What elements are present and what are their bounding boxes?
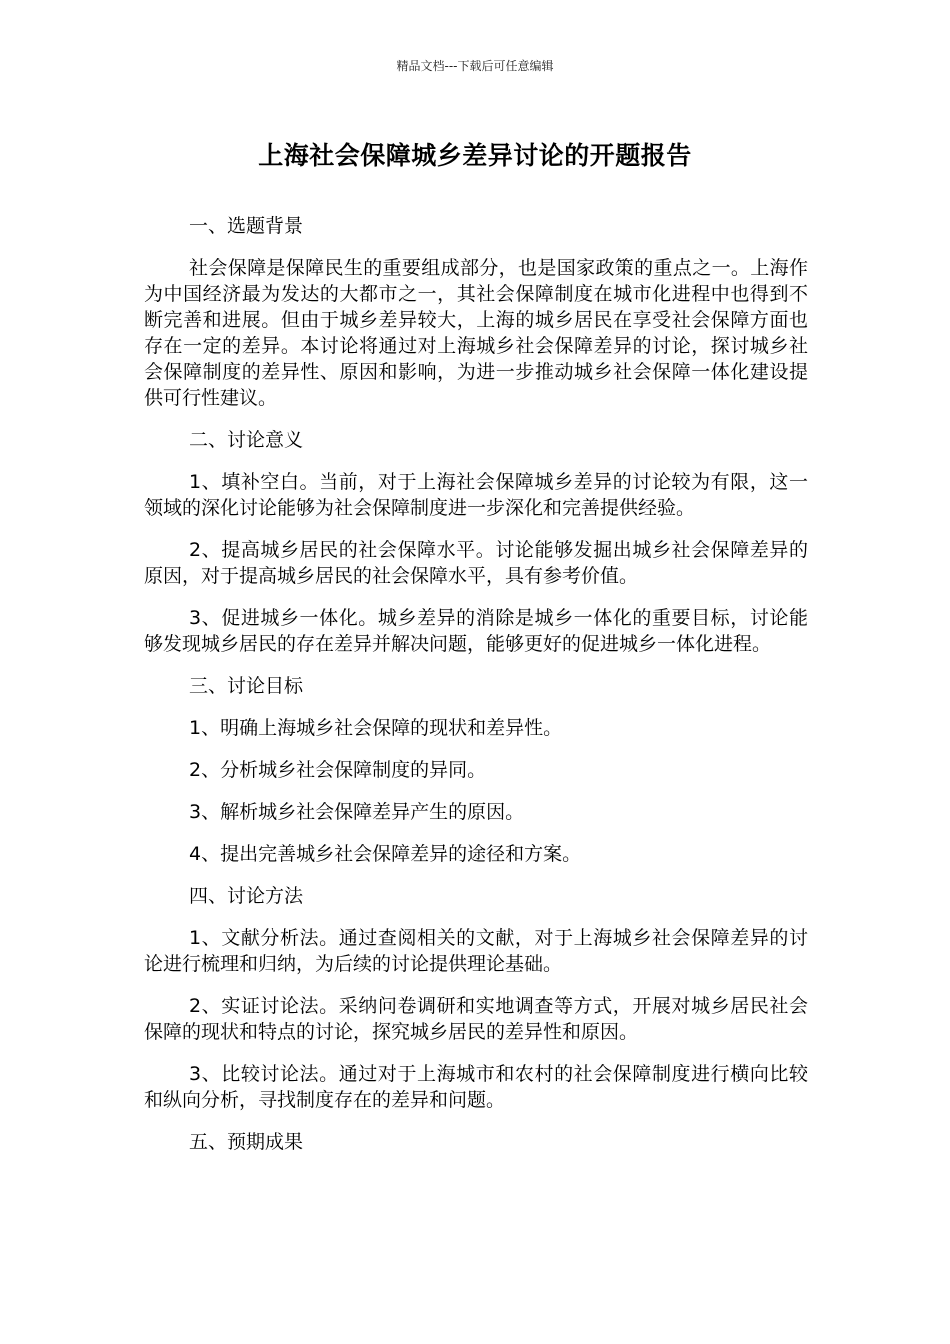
header-note: 精品文档---下载后可任意编辑 — [396, 59, 554, 73]
paragraph-goal-4: 4、提出完善城乡社会保障差异的途径和方案。 — [189, 843, 582, 865]
section-heading-methods: 四、讨论方法 — [189, 885, 304, 907]
paragraph-goal-2: 2、分析城乡社会保障制度的异同。 — [189, 759, 487, 781]
paragraph-background: 社会保障是保障民生的重要组成部分，也是国家政策的重点之一。上海作为中国经济最为发达的大都市之一，其社会保障制度在城市化进程中也得到不断完善和进展。但由于城乡差异较大，上海的城乡居民在享受社会保障方面也存在一定的差异。本讨论将通过对上海城乡社会保障差异的讨论，探讨城乡社会保障制度的差异性、原因和影响，为进一步推动城乡社会保障一体化建设提供可行性建议。 — [144, 257, 808, 409]
section-heading-outcomes: 五、预期成果 — [189, 1131, 304, 1153]
paragraph-method-1: 1、文献分析法。通过查阅相关的文献，对于上海城乡社会保障差异的讨论进行梳理和归纳，为后续的讨论提供理论基础。 — [144, 927, 808, 975]
paragraph-goal-1: 1、明确上海城乡社会保障的现状和差异性。 — [189, 717, 563, 739]
paragraph-significance-3: 3、促进城乡一体化。城乡差异的消除是城乡一体化的重要目标，讨论能够发现城乡居民的存在差异并解决问题，能够更好的促进城乡一体化进程。 — [144, 607, 808, 655]
paragraph-method-3: 3、比较讨论法。通过对于上海城市和农村的社会保障制度进行横向比较和纵向分析，寻找制度存在的差异和问题。 — [144, 1063, 808, 1111]
paragraph-goal-3: 3、解析城乡社会保障差异产生的原因。 — [189, 801, 525, 823]
section-heading-significance: 二、讨论意义 — [189, 429, 304, 451]
document-body — [144, 213, 808, 1171]
paragraph-significance-2: 2、提高城乡居民的社会保障水平。讨论能够发掘出城乡社会保障差异的原因，对于提高城乡居民的社会保障水平，具有参考价值。 — [144, 539, 808, 587]
section-heading-background: 一、选题背景 — [189, 215, 304, 237]
section-heading-goals: 三、讨论目标 — [189, 675, 304, 697]
paragraph-significance-1: 1、填补空白。当前，对于上海社会保障城乡差异的讨论较为有限，这一领域的深化讨论能够为社会保障制度进一步深化和完善提供经验。 — [144, 471, 808, 519]
paragraph-method-2: 2、实证讨论法。采纳问卷调研和实地调查等方式，开展对城乡居民社会保障的现状和特点的讨论，探究城乡居民的差异性和原因。 — [144, 995, 808, 1043]
document-title: 上海社会保障城乡差异讨论的开题报告 — [258, 141, 692, 170]
